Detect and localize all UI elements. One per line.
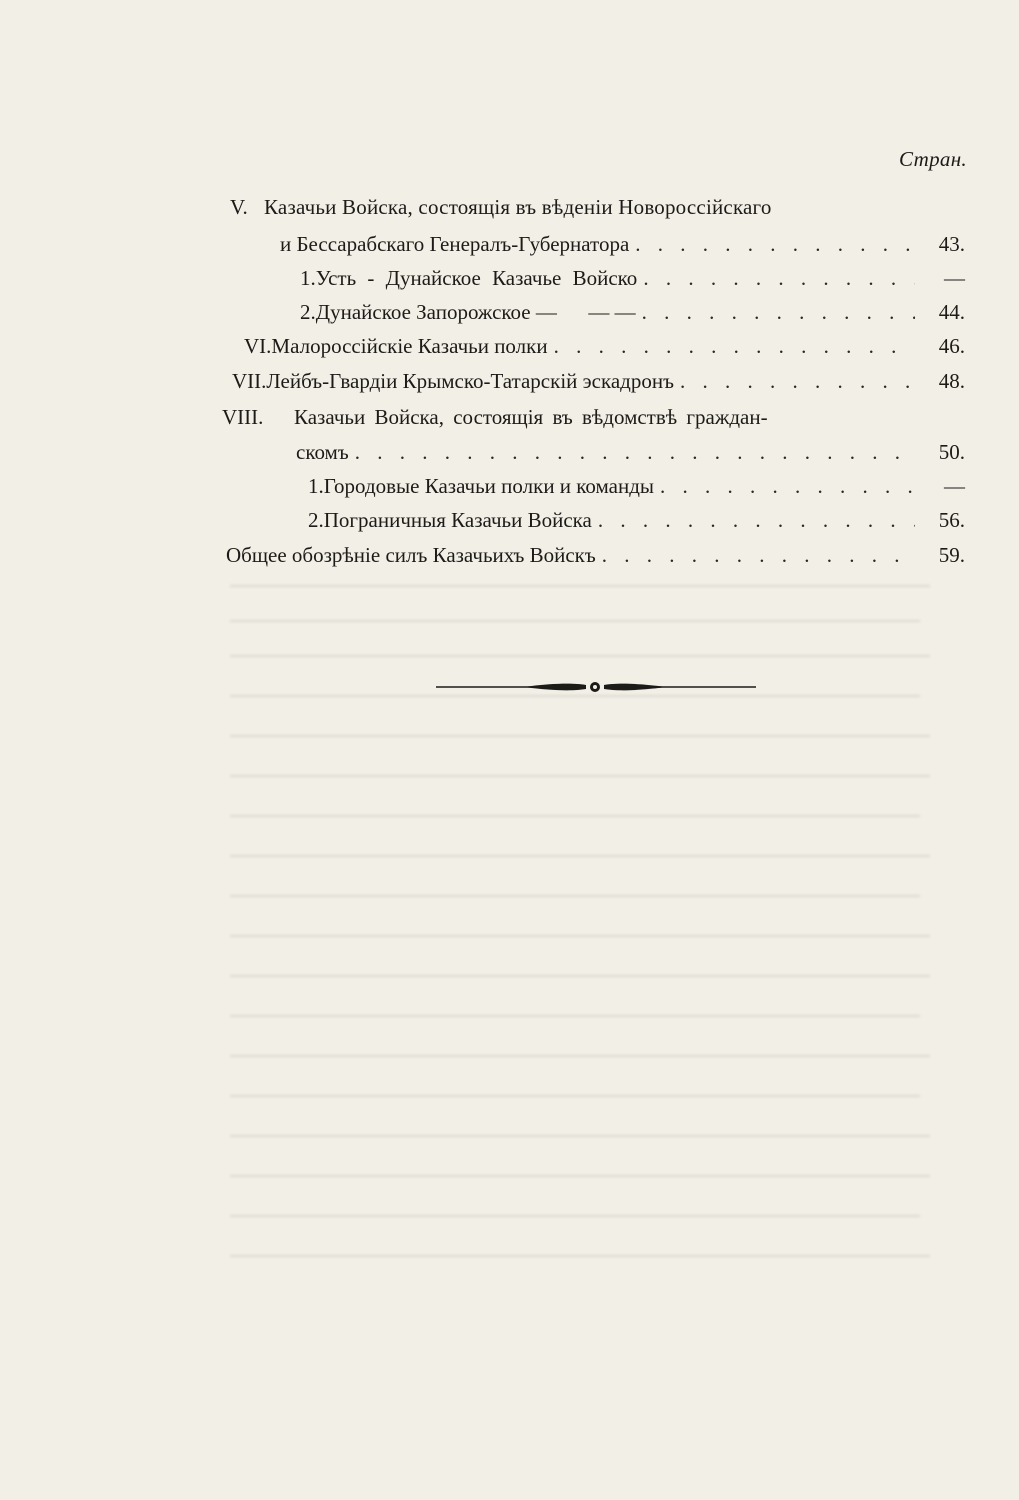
toc-entry-number: 1. (300, 266, 316, 290)
toc-leader-dots (598, 506, 915, 534)
toc-entry-number: VIII. (222, 405, 264, 429)
toc-entry-page: 48. (938, 369, 965, 393)
toc-entry-page: 56. (938, 508, 965, 532)
toc-entry-page: 43. (938, 232, 965, 256)
toc-entry (232, 367, 965, 397)
toc-entry-title: Казачьи Войска, состоящія въ вѣдомствѣ граждан- (294, 405, 768, 429)
toc-leader-dots (635, 230, 915, 258)
toc-entry (244, 332, 965, 362)
toc-entry-title: Городовые Казачьи полки и команды (323, 474, 655, 498)
toc-entry-title: Малороссійскіе Казачьи полки (271, 334, 548, 358)
toc-leader-dots (660, 472, 915, 500)
toc-entry (308, 472, 965, 502)
toc-entry-title: Дунайское Запорожское — — — (315, 300, 636, 324)
toc-entry-page: 46. (938, 334, 965, 358)
toc-entry (280, 230, 965, 260)
toc-entry-title: Казачьи Войска, состоящія въ вѣденіи Новороссійскаго (264, 195, 772, 219)
toc-entry (230, 193, 962, 223)
decorative-rule-ornament (434, 675, 758, 699)
toc-leader-dots (643, 264, 915, 292)
page-column-header: Стран. (899, 147, 967, 171)
toc-entry-number: VI. (244, 334, 272, 358)
toc-entry (222, 403, 962, 433)
toc-entry-page: 50. (938, 440, 965, 464)
toc-entry-title: Лейбъ-Гвардіи Крымско-Татарскій эскадронъ (266, 369, 674, 393)
toc-entry-number: 1. (308, 474, 324, 498)
toc-entry-page: 59. (938, 543, 965, 567)
toc-entry (300, 298, 965, 328)
toc-leader-dots (642, 298, 915, 326)
toc-entry-number: V. (230, 195, 248, 219)
toc-entry-number: VII. (232, 369, 267, 393)
toc-entry-title: Общее обозрѣніе силъ Казачьихъ Войскъ (226, 543, 596, 567)
toc-leader-dots (554, 332, 915, 360)
toc-leader-dots (680, 367, 915, 395)
toc-entry-page: — (944, 266, 965, 290)
toc-entry-number: 2. (300, 300, 316, 324)
toc-entry-page: — (944, 474, 965, 498)
toc-entry-title: Пограничныя Казачьи Войска (323, 508, 592, 532)
toc-entry (300, 264, 965, 294)
toc-leader-dots (602, 541, 915, 569)
toc-entry (226, 541, 965, 571)
toc-leader-dots (355, 438, 915, 466)
toc-entry-title: скомъ (296, 440, 349, 464)
toc-entry (308, 506, 965, 536)
toc-entry-page: 44. (938, 300, 965, 324)
toc-entry-title: Усть - Дунайское Казачье Войско (315, 266, 638, 290)
toc-entry (296, 438, 965, 468)
toc-entry-title: и Бессарабскаго Генералъ-Губернатора (280, 232, 630, 256)
toc-entry-number: 2. (308, 508, 324, 532)
